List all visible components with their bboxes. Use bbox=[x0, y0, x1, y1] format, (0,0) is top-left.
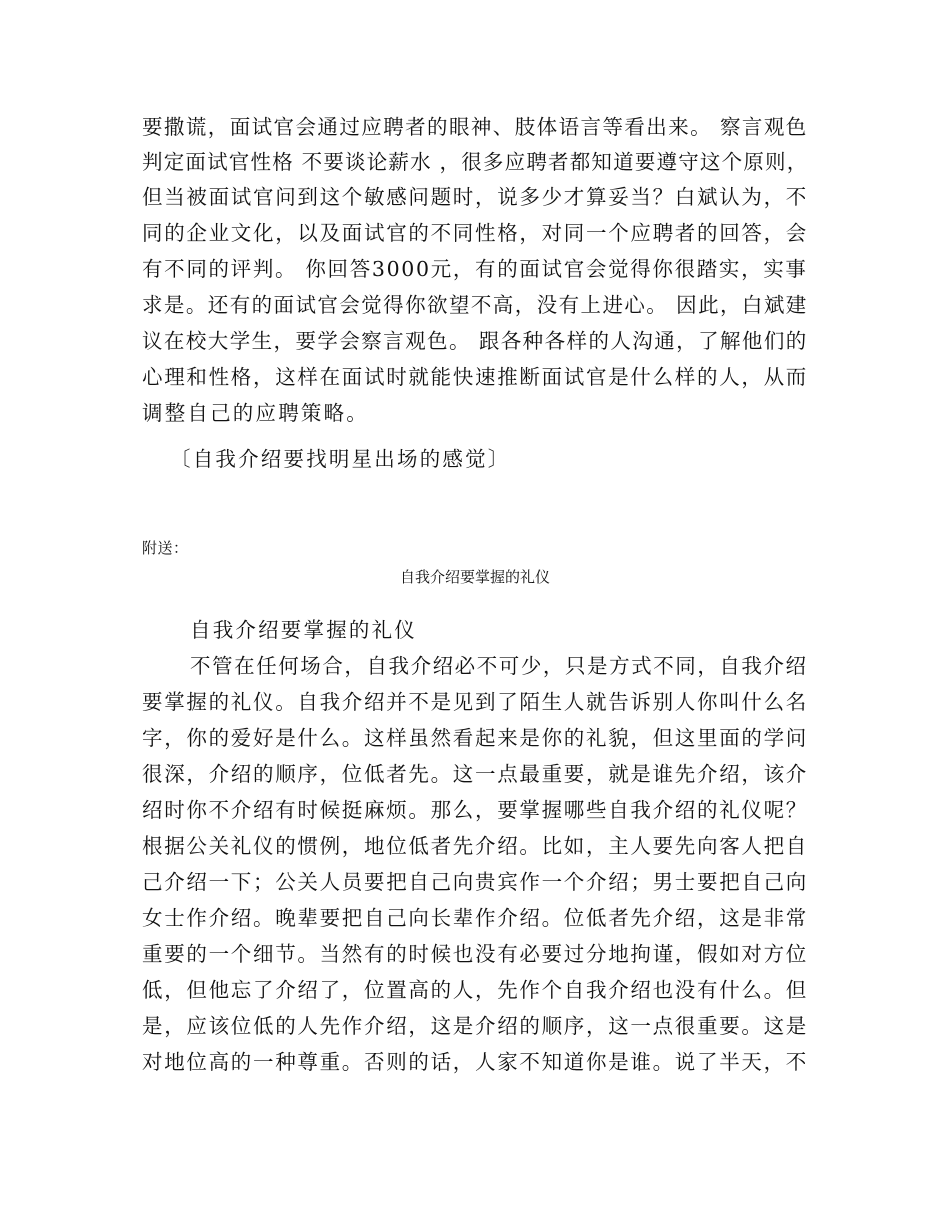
body-text-line: 女士作介绍。晚辈要把自己向长辈作介绍。位低者先介绍，这是非常 bbox=[142, 906, 808, 930]
body-text-line: 求是。还有的面试官会觉得你欲望不高，没有上进心。 因此，白斌建 bbox=[142, 293, 808, 317]
body-text-line: 己介绍一下；公关人员要把自己向贵宾作一个介绍；男士要把自己向 bbox=[142, 870, 808, 894]
appendix-label: 附送： bbox=[142, 539, 189, 557]
body-text-line: 要撒谎，面试官会通过应聘者的眼神、肢体语言等看出来。 察言观色 bbox=[142, 115, 808, 139]
body-text-line: 但当被面试官问到这个敏感问题时，说多少才算妥当？白斌认为，不 bbox=[142, 185, 808, 209]
body-text-line: 判定面试官性格 不要谈论薪水 ，很多应聘者都知道要遵守这个原则， bbox=[142, 150, 809, 174]
body-text-line: 重要的一个细节。当然有的时候也没有必要过分地拘谨，假如对方位 bbox=[142, 942, 808, 966]
body-text-line: 心理和性格，这样在面试时就能快速推断面试官是什么样的人，从而 bbox=[142, 365, 808, 389]
body-text-line: 绍时你不介绍有时候挺麻烦。那么，要掌握哪些自我介绍的礼仪呢？ bbox=[142, 798, 808, 822]
body-text-line: 对地位高的一种尊重。否则的话，人家不知道你是谁。说了半天，不 bbox=[142, 1050, 808, 1074]
appendix-heading: 自我介绍要掌握的礼仪 bbox=[190, 618, 417, 642]
section-note: 〔自我介绍要找明星出场的感觉〕 bbox=[170, 447, 511, 471]
body-text-line: 要掌握的礼仪。自我介绍并不是见到了陌生人就告诉别人你叫什么名 bbox=[142, 690, 808, 714]
body-text-line: 很深，介绍的顺序，位低者先。这一点最重要，就是谁先介绍，该介 bbox=[142, 762, 808, 786]
body-text-line: 同的企业文化，以及面试官的不同性格，对同一个应聘者的回答，会 bbox=[142, 221, 808, 245]
body-text-line: 根据公关礼仪的惯例，地位低者先介绍。比如，主人要先向客人把自 bbox=[142, 834, 808, 858]
body-text-line: 议在校大学生，要学会察言观色。 跟各种各样的人沟通，了解他们的 bbox=[142, 329, 808, 353]
appendix-title: 自我介绍要掌握的礼仪 bbox=[399, 568, 550, 586]
body-text-line: 是，应该位低的人先作介绍，这是介绍的顺序，这一点很重要。这是 bbox=[142, 1014, 808, 1038]
body-text-line: 有不同的评判。 你回答3000元，有的面试官会觉得你很踏实，实事 bbox=[142, 257, 808, 281]
body-text-line: 低，但他忘了介绍了，位置高的人，先作个自我介绍也没有什么。但 bbox=[142, 978, 808, 1002]
body-text-line: 字，你的爱好是什么。这样虽然看起来是你的礼貌，但这里面的学问 bbox=[142, 726, 808, 750]
body-text-line: 不管在任何场合，自我介绍必不可少，只是方式不同，自我介绍 bbox=[190, 654, 808, 678]
body-text-line: 调整自己的应聘策略。 bbox=[142, 401, 369, 425]
